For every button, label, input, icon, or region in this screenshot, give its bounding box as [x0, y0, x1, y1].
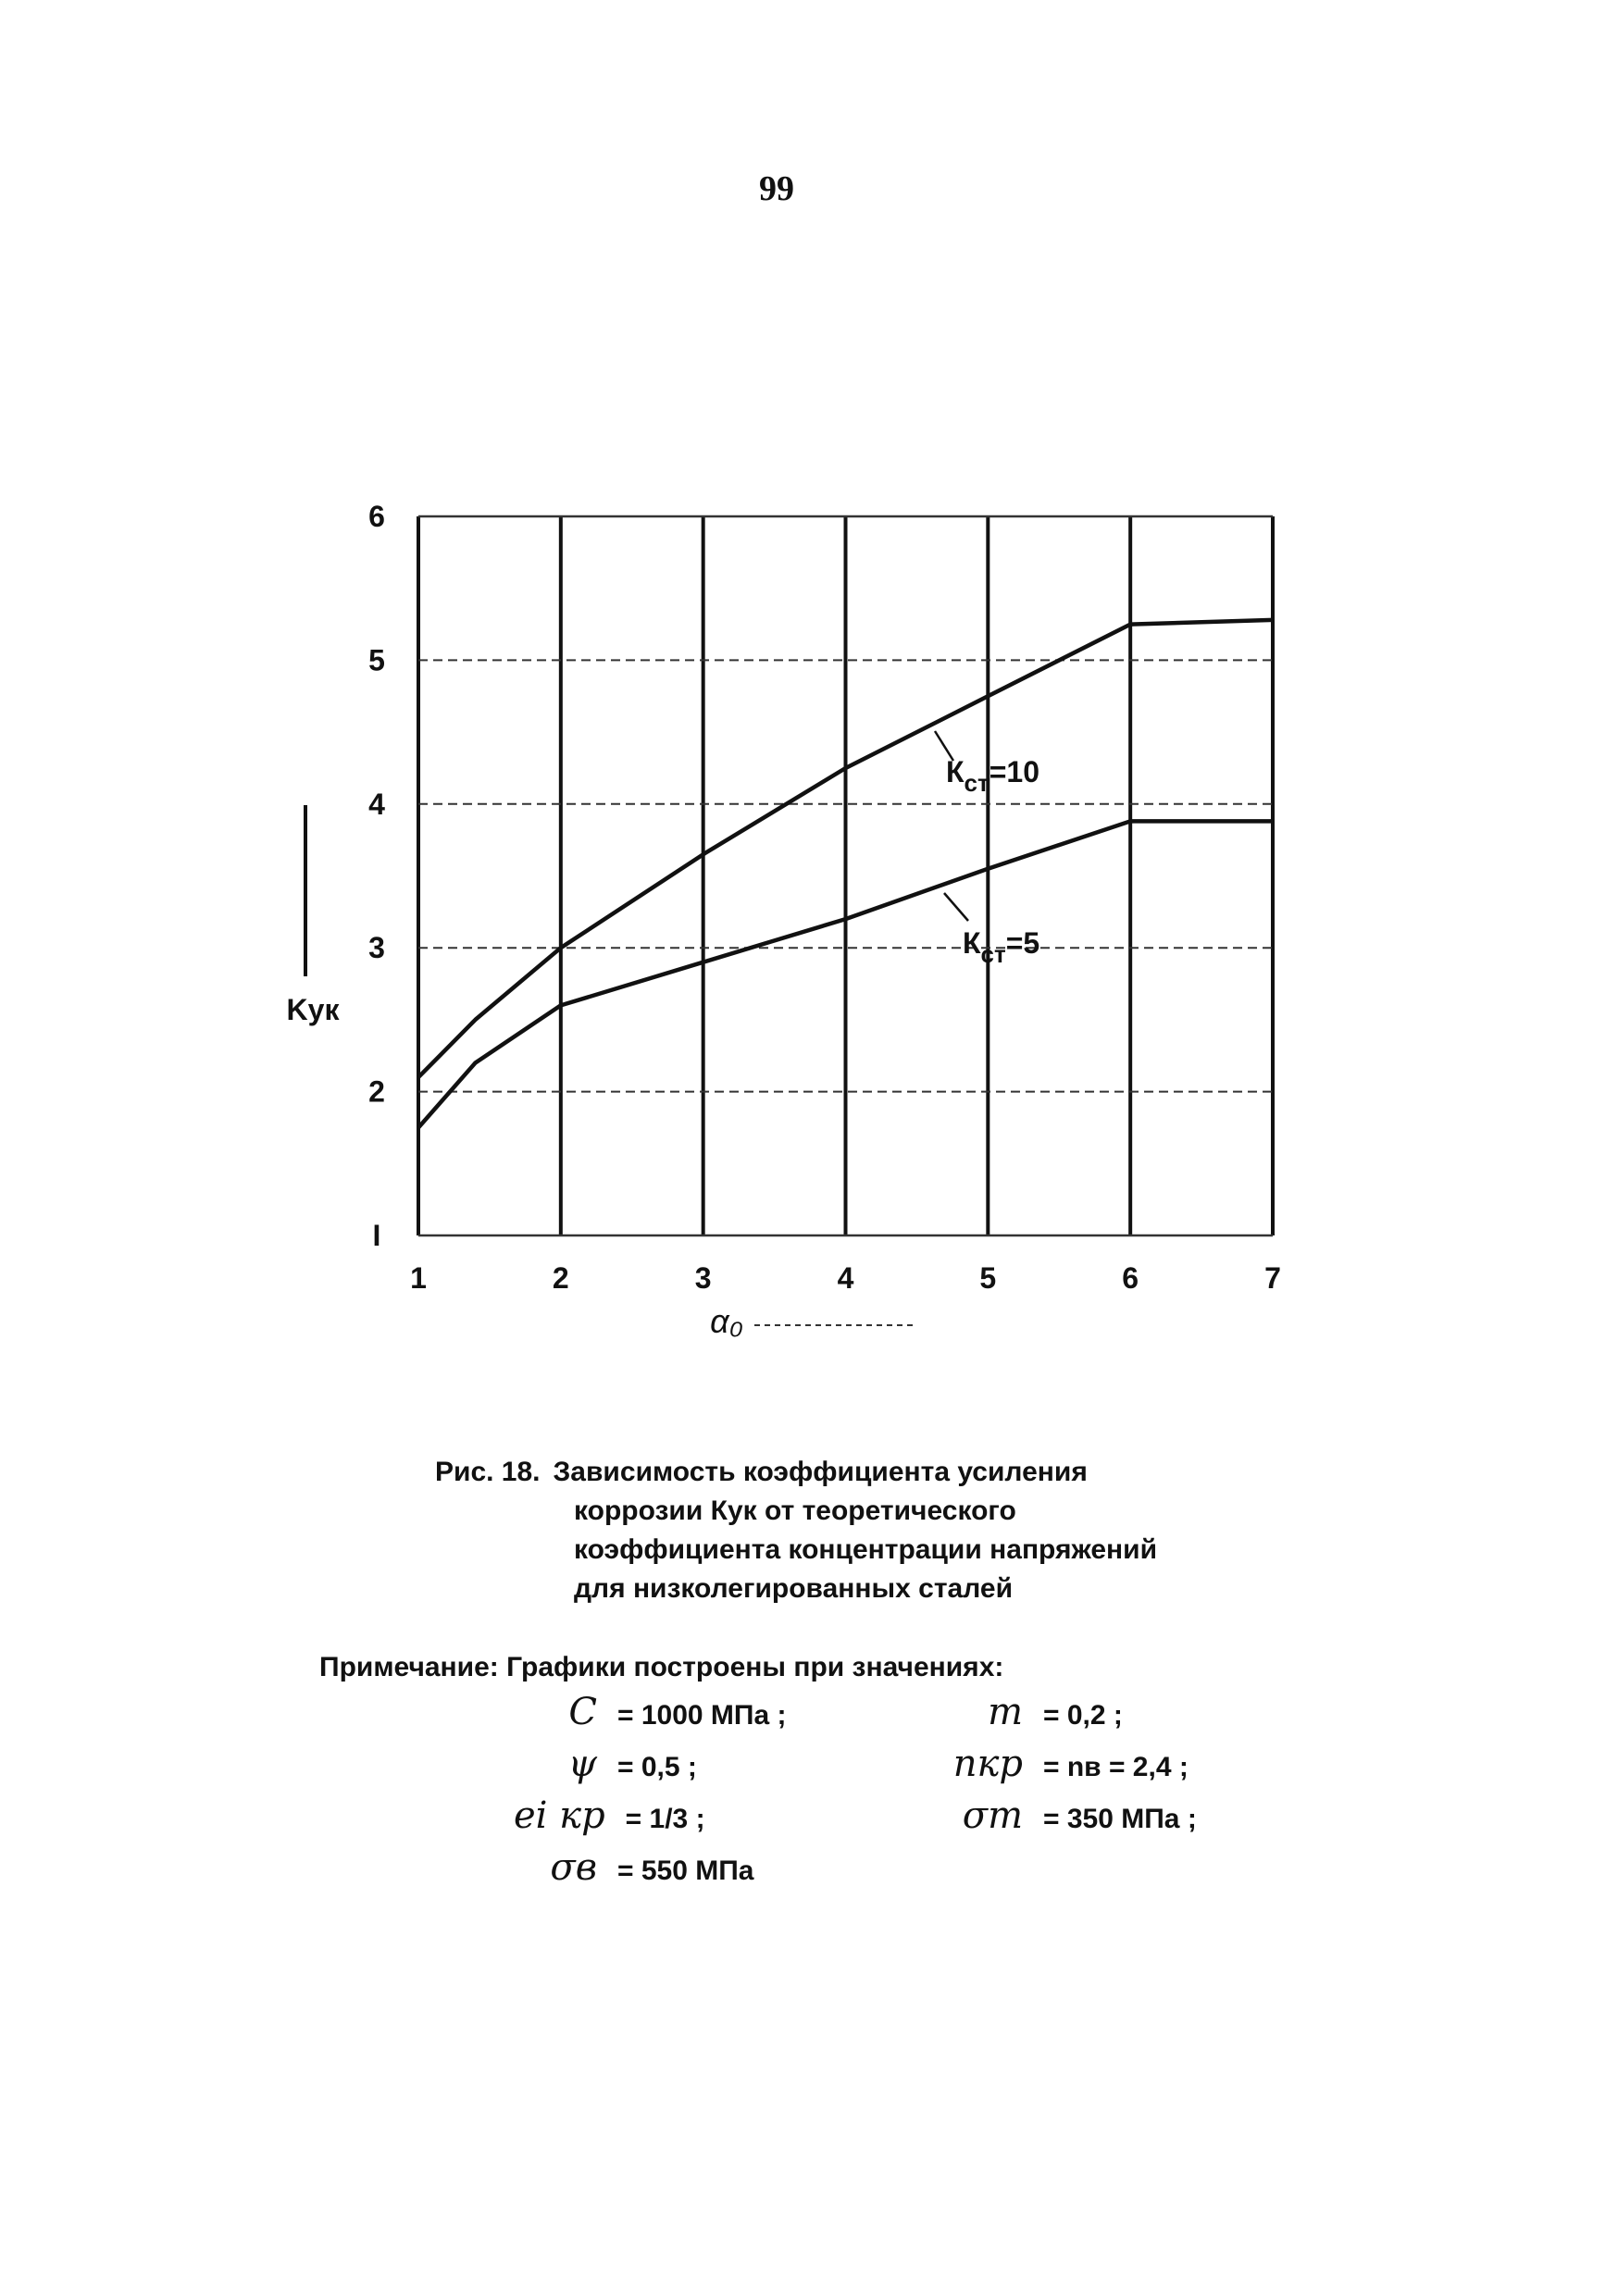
chart-labels	[287, 731, 1040, 1340]
param-value: = 1/3 ;	[625, 1804, 705, 1834]
param-symbol: ei кр	[514, 1794, 605, 1837]
annotation-tail: =5	[1005, 926, 1040, 960]
x-tick-label: 5	[979, 1261, 997, 1295]
figure-label: Рис. 18.	[435, 1457, 541, 1487]
param-symbol: σт	[962, 1794, 1023, 1837]
param-value: = 1000 МПа ;	[617, 1700, 787, 1731]
y-tick-label: 3	[368, 931, 385, 965]
notes-title: Примечание: Графики построены при значениях:	[319, 1652, 1004, 1682]
annotation-main: К	[946, 755, 965, 788]
page-number: 99	[759, 169, 794, 208]
param-5	[940, 1794, 1347, 1837]
y-axis-label: Kук	[286, 993, 340, 1026]
y-tick-label: 5	[368, 643, 385, 677]
y-tick-label: 4	[368, 787, 385, 821]
caption-line-2: коррозии Кук от теоретического	[574, 1496, 1016, 1526]
annotation-main: К	[963, 926, 981, 960]
y-tick-label: 2	[368, 1074, 385, 1109]
caption-line-1: Зависимость коэффициента усиления	[553, 1457, 1088, 1487]
figure-caption	[435, 1453, 1361, 1608]
y-tick-label: 6	[368, 500, 385, 533]
param-6	[514, 1846, 912, 1889]
caption-line-3: коэффициента концентрации напряжений	[574, 1534, 1158, 1565]
x-axis-label: α₀	[710, 1302, 743, 1340]
param-symbol: ψ	[567, 1743, 597, 1785]
param-grid	[514, 1691, 1338, 1889]
caption-line-4: для низколегированных сталей	[574, 1573, 1014, 1604]
param-value: = 0,5 ;	[617, 1752, 697, 1782]
annotation-sub: ст	[964, 769, 989, 797]
x-tick-label: 2	[552, 1261, 569, 1295]
param-value: = 550 МПа	[617, 1855, 754, 1886]
param-symbol: nкр	[952, 1743, 1023, 1785]
param-3	[940, 1743, 1347, 1785]
annotation-label-0	[946, 755, 1039, 797]
y-tick-label: I	[372, 1219, 381, 1252]
param-4	[514, 1794, 912, 1837]
param-symbol: σв	[550, 1846, 597, 1889]
param-symbol: C	[568, 1691, 597, 1733]
annotation-sub: ст	[980, 940, 1006, 968]
x-tick-label: 3	[694, 1261, 712, 1295]
x-tick-label: 7	[1264, 1261, 1281, 1295]
annotation-label-1	[963, 926, 1039, 968]
annotation-tail: =10	[989, 755, 1040, 788]
notes	[319, 1652, 1338, 1889]
annotation-leader-1	[944, 893, 968, 921]
x-tick-label: 1	[410, 1261, 427, 1295]
param-value: = nв = 2,4 ;	[1043, 1752, 1189, 1782]
chart-ticks	[368, 500, 1281, 1295]
param-0	[514, 1691, 912, 1733]
x-tick-label: 6	[1122, 1261, 1139, 1295]
param-symbol: m	[988, 1691, 1023, 1733]
param-2	[514, 1743, 912, 1785]
param-1	[940, 1691, 1347, 1733]
param-value: = 350 МПа ;	[1043, 1804, 1197, 1834]
x-tick-label: 4	[837, 1261, 854, 1295]
param-value: = 0,2 ;	[1043, 1700, 1123, 1731]
